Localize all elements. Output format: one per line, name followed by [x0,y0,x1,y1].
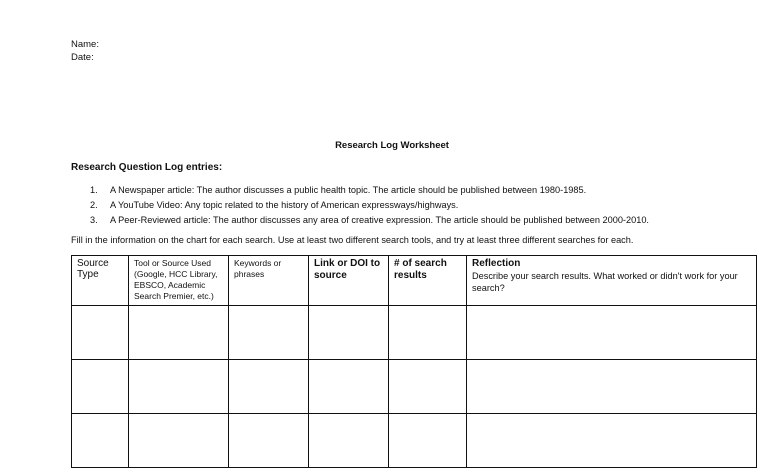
question-log-list [90,183,649,227]
cell-tool[interactable] [129,306,229,360]
instructions: Fill in the information on the chart for each search. Use at least two different search tools, and try at least three different searches for each. [71,235,634,245]
cell-results[interactable] [389,306,467,360]
table-header-row [72,256,757,306]
research-log-table [71,255,757,468]
header-link [309,256,389,306]
header-tool-examples: (Google, HCC Library, EBSCO, Academic Search Premier, etc.) [134,269,218,301]
list-item-text: A YouTube Video: Any topic related to the history of American expressways/highways. [110,199,459,210]
cell-reflection[interactable] [467,306,757,360]
table-row [72,360,757,414]
name-label: Name: [71,39,99,50]
question-log-heading: Research Question Log entries: [71,162,223,173]
cell-keywords[interactable] [229,306,309,360]
header-reflection-prompt: Describe your search results. What worked or didn't work for your search? [472,270,738,293]
header-results-label: # of search results [394,258,447,281]
list-item [90,183,649,198]
header-keywords [229,256,309,306]
list-item-text: A Peer-Reviewed article: The author discusses any area of creative expression. The article should be published between 2000-2010. [110,214,649,225]
list-item-number: 2. [90,199,98,210]
header-tool-label: Tool or Source Used [134,258,212,268]
page-title: Research Log Worksheet [335,140,449,151]
list-item [90,198,649,213]
cell-keywords[interactable] [229,360,309,414]
header-link-label: Link or DOI to source [314,258,381,281]
list-item-number: 1. [90,185,98,195]
header-source-type: Source Type [72,256,129,306]
header-reflection-label: Reflection [472,258,521,269]
cell-link[interactable] [309,360,389,414]
cell-tool[interactable] [129,360,229,414]
cell-source-type[interactable] [72,306,129,360]
header-reflection [467,256,757,306]
cell-results[interactable] [389,360,467,414]
cell-source-type[interactable] [72,360,129,414]
list-item-text: A Newspaper article: The author discusses a public health topic. The article should be published between 1980-1985. [110,185,587,195]
list-item [90,213,649,228]
table-row [72,306,757,360]
list-item-number: 3. [90,214,98,225]
header-tool [129,256,229,306]
cell-reflection[interactable] [467,360,757,414]
header-keywords-label: Keywords or phrases [234,258,282,279]
date-label: Date: [71,52,94,63]
cell-link[interactable] [309,306,389,360]
header-results [389,256,467,306]
